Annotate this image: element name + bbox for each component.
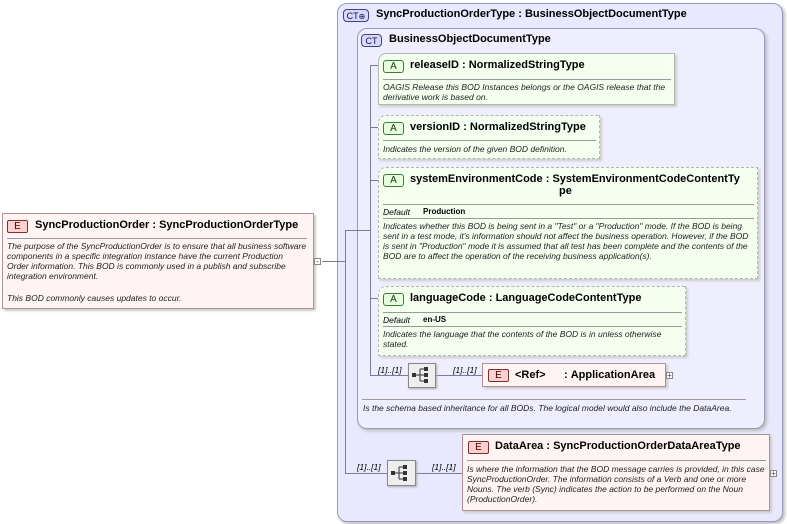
attribute-badge-icon: A xyxy=(383,60,404,73)
root-element-box[interactable] xyxy=(2,213,314,309)
data-area-title: DataArea : SyncProductionOrderDataAreaType xyxy=(495,440,741,452)
default-value: en-US xyxy=(423,315,447,324)
multiplicity-label: [1]..[1] xyxy=(378,365,402,375)
element-badge-icon: E xyxy=(7,220,28,233)
element-badge-icon: E xyxy=(488,369,509,382)
seq1-connector xyxy=(370,375,408,376)
root-collapse-toggle[interactable]: - xyxy=(314,258,321,265)
attribute-description: OAGIS Release this BOD Instances belongs or the OAGIS release that the derivative work is based on. xyxy=(383,82,666,102)
attribute-title: releaseID : NormalizedStringType xyxy=(410,59,585,71)
attribute-divider-2 xyxy=(383,326,682,327)
inner-ct-description: Is the schema based inheritance for all BODs. The logical model would also include the DataArea. xyxy=(363,403,732,413)
attribute-description: Indicates whether this BOD is being sent in a "Test" or a "Production" mode. If the BOD is being sent in a test mode, it's information should not affect the business operation. However, if the BOD is sent in "Production" mode it is assumed that all test has been complete and the contents of the BOD are to affect the operation of the receiving business application(s). xyxy=(383,221,749,261)
default-label: Default xyxy=(383,315,410,325)
application-area-expand-toggle[interactable]: + xyxy=(667,371,672,380)
seq1-out-connector xyxy=(436,375,482,376)
data-area-expand-toggle[interactable]: + xyxy=(771,469,776,478)
main-vertical-connector xyxy=(345,230,346,474)
attribute-badge-icon: A xyxy=(383,293,404,306)
root-divider xyxy=(7,238,307,239)
application-area-element-box[interactable] xyxy=(482,363,666,387)
application-area-title: : ApplicationArea xyxy=(564,369,656,381)
attribute-divider xyxy=(383,79,671,80)
sequence-icon[interactable] xyxy=(387,460,416,486)
attribute-description: Indicates the language that the contents of the BOD is in unless otherwise stated. xyxy=(383,329,662,349)
inner-ct-title: BusinessObjectDocumentType xyxy=(389,33,551,45)
seq2-out-connector xyxy=(416,473,462,474)
attribute-title: systemEnvironmentCode : SystemEnvironmentCodeContentTy xyxy=(410,173,740,185)
sequence-icon[interactable] xyxy=(408,363,436,388)
data-area-divider xyxy=(467,460,766,461)
seq2-connector xyxy=(345,473,387,474)
inner-ct-divider xyxy=(362,399,746,400)
inner-ct-badge-icon: CT xyxy=(361,34,382,47)
data-area-element-box[interactable] xyxy=(462,434,770,511)
element-badge-icon: E xyxy=(468,441,489,454)
attribute-badge-icon: A xyxy=(383,122,404,135)
attribute-divider-2 xyxy=(383,218,754,219)
attribute-divider xyxy=(383,312,682,313)
attribute-box-systemenvironmentcode[interactable] xyxy=(378,167,758,279)
attribute-box-releaseid[interactable] xyxy=(378,53,675,105)
attribute-title: versionID : NormalizedStringType xyxy=(410,121,586,133)
root-connector xyxy=(322,261,345,262)
attr-vertical-connector xyxy=(370,65,371,375)
attribute-title: languageCode : LanguageCodeContentType xyxy=(410,292,642,304)
outer-ct-title: SyncProductionOrderType : BusinessObjectDocumentType xyxy=(376,8,687,20)
application-area-ref: <Ref> xyxy=(515,369,546,381)
multiplicity-label: [1]..[1] xyxy=(357,462,381,472)
multiplicity-label: [1]..[1] xyxy=(453,365,477,375)
root-element-title: SyncProductionOrder : SyncProductionOrderType xyxy=(35,219,299,231)
complex-type-badge-icon: CT⊕ xyxy=(343,9,369,22)
inner-connector xyxy=(345,230,370,231)
attribute-title-continued: pe xyxy=(559,185,572,197)
attribute-badge-icon: A xyxy=(383,174,404,187)
root-description-2: This BOD commonly causes updates to occur. xyxy=(7,293,182,303)
default-value: Production xyxy=(423,207,466,216)
data-area-description: Is where the information that the BOD message carries is provided, in this case SyncProductionOrder. The information consists of a Verb and one or more Nouns. The verb (Sync) indicates the action to be performed on the Noun (ProductionOrder). xyxy=(467,464,765,504)
default-label: Default xyxy=(383,207,410,217)
attribute-box-languagecode[interactable] xyxy=(378,286,686,356)
attribute-description: Indicates the version of the given BOD definition. xyxy=(383,144,567,154)
attribute-box-versionid[interactable] xyxy=(378,115,600,159)
root-description: The purpose of the SyncProductionOrder is to ensure that all business software components in a specific integration instance have the current Production Order information. This BOD is commonly used in a publish and subscribe integration environment. xyxy=(7,241,307,281)
attribute-divider xyxy=(383,204,754,205)
attribute-divider xyxy=(383,140,596,141)
multiplicity-label: [1]..[1] xyxy=(432,462,456,472)
